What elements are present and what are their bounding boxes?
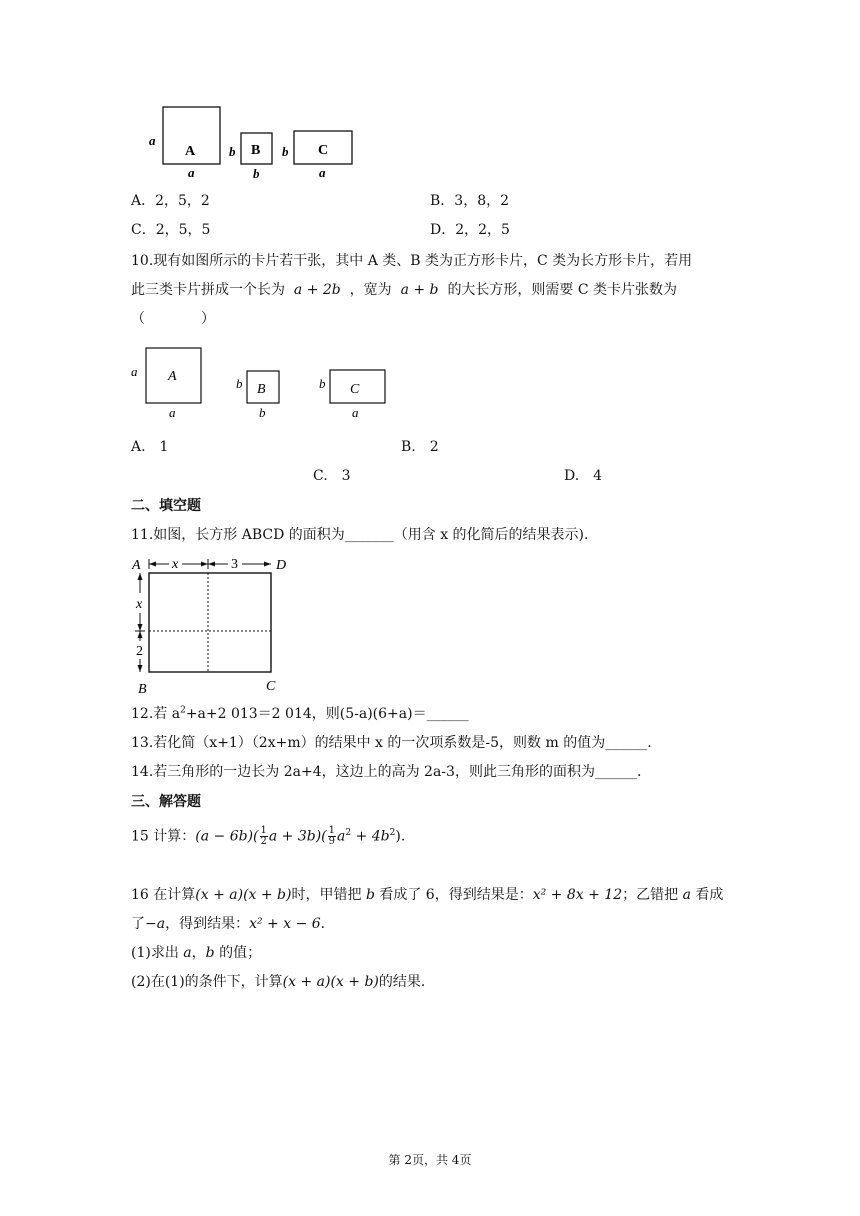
q9-option-a[interactable]: A．2，5，2: [131, 193, 210, 209]
exponent: 2: [389, 827, 396, 838]
q9-option-d[interactable]: D．2，2，5: [430, 222, 510, 238]
section-heading-fill-blank: 二、填空题: [131, 498, 201, 514]
q10-option-a[interactable]: A. 1: [131, 439, 169, 455]
vertex-c-label: C: [266, 679, 276, 694]
fraction-one-ninth: [328, 826, 336, 847]
card-c-side-label: b: [319, 376, 326, 391]
card-a-label: A: [185, 144, 196, 159]
card-a-side-label: a: [149, 133, 156, 148]
arrow-head: [138, 624, 143, 631]
q16-text: 了: [131, 916, 145, 932]
arrow-head: [208, 562, 215, 567]
q15-expr: + 4b: [351, 828, 390, 845]
q16-var-b: b: [205, 945, 215, 961]
q16-text: 的结果.: [378, 974, 426, 990]
vertex-d-label: D: [276, 558, 287, 573]
denominator: 2: [260, 836, 267, 847]
q12-stem: [131, 704, 469, 724]
q16-text: 看成: [695, 887, 724, 903]
q16-text: (2)在(1)的条件下，计算: [131, 974, 283, 990]
card-c-bottom-label: a: [352, 405, 359, 420]
card-a-bottom-label: a: [188, 165, 195, 180]
card-a-bottom-label: a: [169, 405, 176, 420]
q10-stem-line1: 10.现有如图所示的卡片若干张，其中 A 类、B 类为正方形卡片，C 类为长方形卡片，若用: [131, 253, 693, 269]
exponent: 2: [345, 827, 352, 838]
q15-stem: [131, 826, 405, 847]
q16-text: 16 在计算: [131, 887, 196, 903]
q16-text: ，: [191, 945, 206, 961]
q16-result-1: x² + 8x + 12: [532, 887, 623, 903]
q11-stem: 11.如图，长方形 ABCD 的面积为_______（用含 x 的化简后的结果表示).: [131, 527, 589, 543]
q10-text: 的大长方形，则需要 C 类卡片张数为: [447, 282, 678, 298]
q16-text: 时，甲错把: [291, 887, 362, 903]
page-footer: 第 2页，共 4页: [388, 1153, 472, 1167]
q15-expr: (a − 6b)(: [195, 828, 259, 845]
q16-neg-a: −a: [145, 916, 166, 932]
top-3-label: 3: [231, 557, 238, 572]
q10-text: 此三类卡片拼成一个长为: [131, 282, 285, 298]
q16-expr: (x + a)(x + b): [282, 974, 379, 990]
card-c-label: C: [350, 382, 360, 397]
q12-text: +a+2 013＝2 014，则(5-a)(6+a)＝______: [185, 706, 469, 722]
q10-option-d[interactable]: D. 4: [564, 468, 603, 484]
card-b-side-label: b: [229, 144, 236, 159]
card-b-bottom-label: b: [253, 166, 260, 181]
q16-result-2: x² + x − 6: [249, 916, 321, 932]
card-a-side-label: a: [131, 364, 138, 379]
top-x-label: x: [172, 557, 179, 572]
q16-text: 看成了 6，得到结果是：: [379, 887, 533, 903]
q15-expr: ).: [395, 828, 406, 845]
arrow-head: [264, 562, 271, 567]
vertex-a-label: A: [132, 558, 141, 573]
q16-text: 的值；: [219, 945, 262, 961]
q15-label: 15 计算：: [131, 828, 196, 845]
numerator: 1: [328, 825, 336, 836]
q14-stem: 14.若三角形的一边长为 2a+4，这边上的高为 2a-3，则此三角形的面积为______.: [131, 764, 642, 780]
q10-card-figure: [125, 340, 395, 425]
arrow-head: [138, 665, 143, 672]
left-2-label: 2: [136, 644, 143, 659]
q16-var-a: a: [183, 945, 192, 961]
q16-var-b: b: [365, 887, 375, 903]
arrow-head: [149, 562, 156, 567]
card-a-label: A: [168, 369, 177, 384]
q12-exponent: 2: [180, 705, 186, 716]
q10-option-b[interactable]: B. 2: [401, 439, 439, 455]
q12-text: 12.若 a: [131, 706, 181, 722]
card-b-label: B: [257, 382, 266, 397]
q16-text: .: [320, 916, 326, 932]
q10-length-expr: a + 2b: [293, 282, 341, 298]
q9-card-figure: [140, 100, 370, 182]
left-x-label: x: [136, 597, 143, 612]
q15-expr: a: [337, 828, 346, 845]
q9-option-c[interactable]: C．2，5，5: [131, 222, 211, 238]
q16-text: (1)求出: [131, 945, 179, 961]
q16-stem-line1: [131, 885, 723, 905]
arrow-head: [201, 562, 208, 567]
q10-stem-line2: [131, 280, 677, 300]
card-b-bottom-label: b: [259, 405, 266, 420]
card-c-side-label: b: [282, 144, 289, 159]
vertex-b-label: B: [138, 682, 147, 697]
q16-text: ，得到结果：: [165, 916, 250, 932]
q11-rectangle-figure: [128, 553, 298, 698]
section-heading-solve: 三、解答题: [131, 794, 201, 810]
card-c-label: C: [318, 143, 329, 158]
q10-width-expr: a + b: [400, 282, 439, 298]
q16-part1: [131, 943, 261, 963]
card-b-side-label: b: [236, 376, 243, 391]
card-b-label: B: [251, 143, 261, 158]
numerator: 1: [260, 825, 267, 836]
q9-option-b[interactable]: B．3，8，2: [430, 193, 510, 209]
denominator: 9: [328, 836, 336, 847]
card-c-bottom-label: a: [319, 165, 326, 180]
q16-text: ；乙错把: [622, 887, 679, 903]
q16-part2: [131, 972, 425, 992]
q13-stem: 13.若化简（x+1）（2x+m）的结果中 x 的一次项系数是-5，则数 m 的值为______.: [131, 735, 652, 751]
q16-stem-line2: [131, 914, 325, 934]
arrow-head: [138, 573, 143, 580]
q10-option-c[interactable]: C. 3: [313, 468, 351, 484]
q16-var-a: a: [682, 887, 691, 903]
arrow-head: [138, 631, 143, 638]
q10-text: ，宽为: [349, 282, 392, 298]
rectangle-abcd: [149, 573, 271, 672]
q15-expr: a + 3b)(: [268, 828, 327, 845]
q10-answer-blank: （ ）: [131, 311, 215, 327]
fraction-one-half: [260, 826, 268, 847]
q16-expr: (x + a)(x + b): [195, 887, 292, 903]
